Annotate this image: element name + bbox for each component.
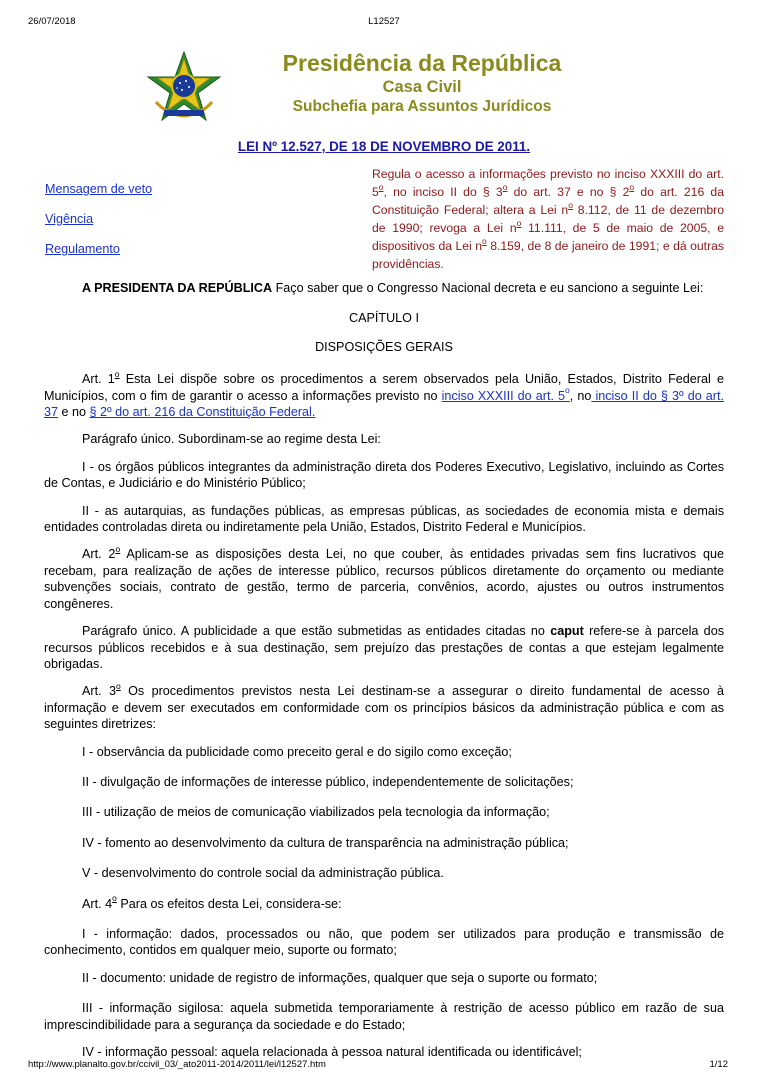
side-links	[45, 180, 152, 270]
article-label: Art. 1	[82, 372, 115, 387]
article-sup: o	[114, 369, 120, 380]
article-text: Aplicam-se as disposições desta Lei, no que couber, às entidades privadas sem fins lucrativos que recebam, para realização de ações de interesse público, recursos públicos diretamente do orçamento ou mediante subvenções sociais, contrato de gestão, termo de parceria, convênios, acordo, ajustes ou outros instrumentos congêneres.	[44, 547, 724, 611]
law-title-link[interactable]: LEI Nº 12.527, DE 18 DE NOVEMBRO DE 2011.	[237, 139, 531, 154]
art-1-inciso-i: I - os órgãos públicos integrantes da administração direta dos Poderes Executivo, Legislativo, incluindo as Cortes de Contas, e Judiciário e do Ministério Público;	[44, 459, 724, 491]
ementa-sup: o	[516, 217, 522, 228]
ementa-sup: o	[502, 181, 508, 192]
art-4-inciso: IV - informação pessoal: aquela relacionada à pessoa natural identificada ou identificável;	[82, 1045, 582, 1059]
article-text: Os procedimentos previstos nesta Lei destinam-se a assegurar o direito fundamental de acesso à informação e devem ser executados em conformidade com os princípios básicos da administração pública e com as seguintes diretrizes:	[44, 684, 724, 732]
art-4-inciso: II - documento: unidade de registro de informações, qualquer que seja o suporte ou formato;	[82, 970, 598, 985]
coat-of-arms-icon	[146, 50, 222, 126]
link-inciso-ii-art37[interactable]: inciso II do § 3º do art. 37	[44, 388, 724, 420]
print-footer	[0, 1059, 768, 1073]
art-3	[44, 683, 724, 732]
print-date: 26/07/2018	[28, 16, 76, 27]
header-subtitle: Casa Civil	[382, 78, 462, 96]
ementa	[372, 165, 724, 273]
article-label: Art. 4	[82, 896, 113, 911]
print-page-number: 1/12	[709, 1059, 728, 1070]
link-vigencia[interactable]: Vigência	[45, 212, 94, 226]
art-3-inciso: II - divulgação de informações de interesse público, independentemente de solicitações;	[82, 774, 574, 789]
article-text: e no	[58, 405, 90, 420]
ementa-sup: o	[378, 181, 384, 192]
ementa-text: 8.159, de 8 de janeiro de 1991; e dá outras providências.	[372, 239, 724, 271]
ementa-text: 11.111, de 5 de maio de 2005, e dispositivos da Lei n	[372, 221, 724, 253]
art-3-inciso: IV - fomento ao desenvolvimento da cultura de transparência na administração pública;	[82, 835, 569, 850]
art-1	[44, 371, 724, 420]
art-2	[44, 546, 724, 612]
preamble	[44, 280, 724, 296]
header-subunit: Subchefia para Assuntos Jurídicos	[292, 98, 552, 115]
link-sup: o	[565, 385, 570, 396]
link-mensagem-de-veto[interactable]: Mensagem de veto	[45, 182, 153, 196]
art-3-inciso: III - utilização de meios de comunicação viabilizados pela tecnologia da informação;	[82, 805, 550, 820]
preamble-text: Faço saber que o Congresso Nacional decreta e eu sanciono a seguinte Lei:	[272, 281, 704, 295]
article-label: Art. 3	[82, 684, 116, 699]
article-label: Art. 2	[82, 547, 116, 562]
article-text: , no	[569, 388, 592, 403]
art-2-paragrafo-unico	[44, 623, 724, 672]
ementa-text: , no inciso II do § 3	[383, 185, 503, 199]
law-title	[0, 139, 768, 154]
link-inciso-xxxiii-art5[interactable]	[441, 385, 570, 403]
chapter-number: CAPÍTULO I	[349, 311, 419, 326]
article-text: refere-se à parcela dos recursos públicos recebidos e à sua destinação, sem prejuízo das prestações de contas a que estejam legalmente obrigadas.	[44, 624, 724, 671]
article-sup: o	[112, 893, 117, 904]
art-1-inciso-ii: II - as autarquias, as fundações públicas, as empresas públicas, as sociedades de economia mista e demais entidades controladas direta ou indiretamente pela União, Estados, Distrito Federal e Municípios.	[44, 503, 724, 535]
header-title: Presidência da República	[282, 50, 562, 76]
print-doc-name: L12527	[368, 16, 400, 27]
preamble-bold: A PRESIDENTA DA REPÚBLICA	[82, 281, 273, 295]
art-3-inciso: V - desenvolvimento do controle social da administração pública.	[82, 866, 444, 881]
ementa-text: do art. 216 da Constituição Federal; altera a Lei n	[372, 185, 724, 217]
article-sup: o	[115, 681, 121, 692]
art-1-paragrafo-unico: Parágrafo único. Subordinam-se ao regime desta Lei:	[82, 432, 381, 447]
art-4	[44, 893, 724, 912]
ementa-text: do art. 37 e no § 2	[507, 185, 630, 199]
ementa-text: Regula o acesso a informações previsto no inciso XXXIII do art. 5	[372, 167, 724, 199]
art-4-inciso: III - informação sigilosa: aquela submetida temporariamente à restrição de acesso público em razão de sua imprescindibilidade para a segurança da sociedade e do Estado;	[44, 1001, 724, 1032]
ementa-sup: o	[482, 235, 487, 246]
article-text: Parágrafo único. A publicidade a que estão submetidas as entidades citadas no	[82, 624, 551, 639]
article-text: Para os efeitos desta Lei, considera-se:	[116, 896, 342, 911]
art-4-inciso: I - informação: dados, processados ou não, que podem ser utilizados para produção e transmissão de conhecimento, contidos em qualquer meio, suporte ou formato;	[44, 926, 724, 958]
article-sup: o	[115, 544, 121, 555]
link-art216-constituicao[interactable]: § 2º do art. 216 da Constituição Federal.	[89, 405, 316, 420]
caput-bold: caput	[550, 624, 584, 639]
ementa-sup: o	[568, 199, 573, 210]
chapter-name: DISPOSIÇÕES GERAIS	[315, 339, 453, 354]
link-regulamento[interactable]: Regulamento	[45, 242, 120, 256]
print-url: http://www.planalto.gov.br/ccivil_03/_ato2011-2014/2011/lei/l12527.htm	[28, 1059, 326, 1070]
article-text: Esta Lei dispõe sobre os procedimentos a serem observados pela União, Estados, Distrito Federal e Municípios, com o fim de garantir o acesso a informações previsto no	[44, 372, 724, 403]
print-header	[0, 16, 768, 30]
ementa-sup: o	[629, 181, 635, 192]
link-text: inciso XXXIII do art. 5	[441, 388, 566, 403]
law-body	[44, 280, 724, 1071]
art-3-inciso: I - observância da publicidade como preceito geral e do sigilo como exceção;	[82, 744, 512, 759]
ementa-text: 8.112, de 11 de dezembro de 1990; revoga a Lei n	[372, 203, 724, 235]
